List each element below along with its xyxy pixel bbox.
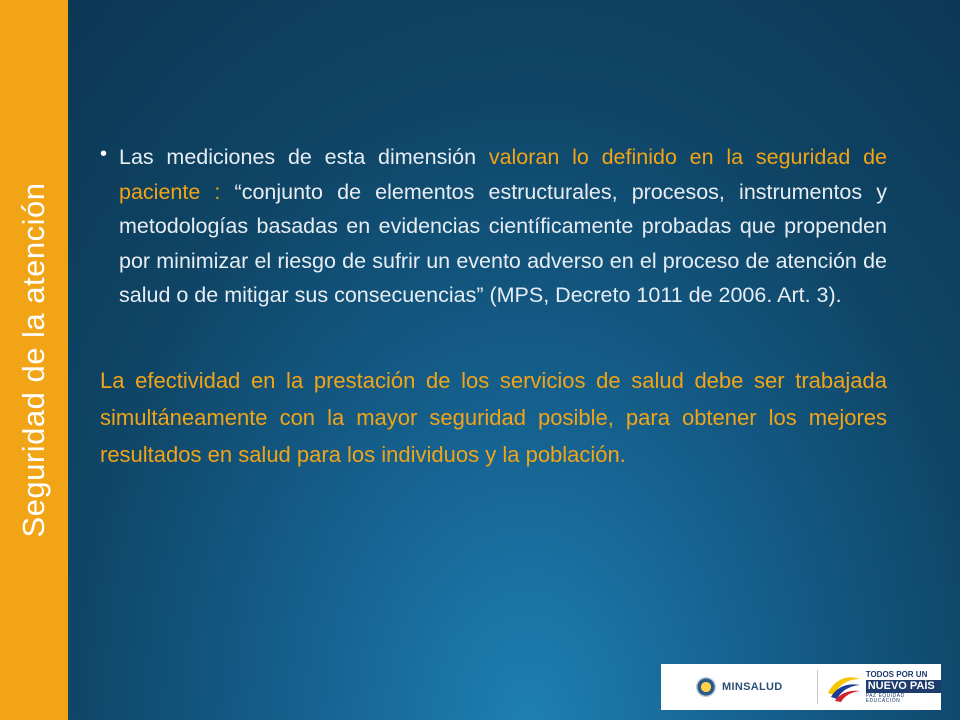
bullet-text-quote: “conjunto de elementos estructurales, procesos, instrumentos y metodologías basadas en evidencias científicamente probadas que propenden por minimizar el riesgo de sufrir un evento adverso en el proceso de atención de salud o de mitigar sus consecuencias” (MPS, Decreto 1011 de 2006. Art. 3). bbox=[119, 179, 888, 307]
bullet-item bbox=[100, 140, 887, 313]
flag-swoosh-icon bbox=[826, 671, 862, 703]
bullet-text-intro: Las mediciones de esta dimensión bbox=[119, 145, 489, 169]
colombia-seal-icon bbox=[696, 677, 716, 697]
tpu-bot-label: PAZ EQUIDAD EDUCACIÓN bbox=[865, 692, 905, 704]
tpu-mid-label: NUEVO PAÍS bbox=[866, 680, 941, 693]
tpu-top-label: TODOS POR UN bbox=[865, 669, 928, 679]
logo-bar bbox=[661, 664, 941, 710]
bullet-paragraph bbox=[119, 140, 887, 313]
bullet-text-highlight: valoran lo definido en la seguridad de paciente : bbox=[119, 145, 887, 204]
tpu-text bbox=[866, 671, 941, 704]
slide-content bbox=[100, 140, 887, 495]
slide-title: Seguridad de la atención bbox=[16, 182, 51, 538]
todos-por-un-nuevo-pais-logo bbox=[818, 671, 941, 704]
minsalud-label: MINSALUD bbox=[722, 681, 783, 693]
conclusion-paragraph: La efectividad en la prestación de los servicios de salud debe ser trabajada simultáneamente con la mayor seguridad posible, para obtener los mejores resultados en salud para los individuos y la población. bbox=[100, 367, 887, 467]
sidebar-band bbox=[0, 0, 68, 720]
bullet-dot-icon: • bbox=[100, 143, 108, 165]
minsalud-logo bbox=[661, 677, 817, 697]
